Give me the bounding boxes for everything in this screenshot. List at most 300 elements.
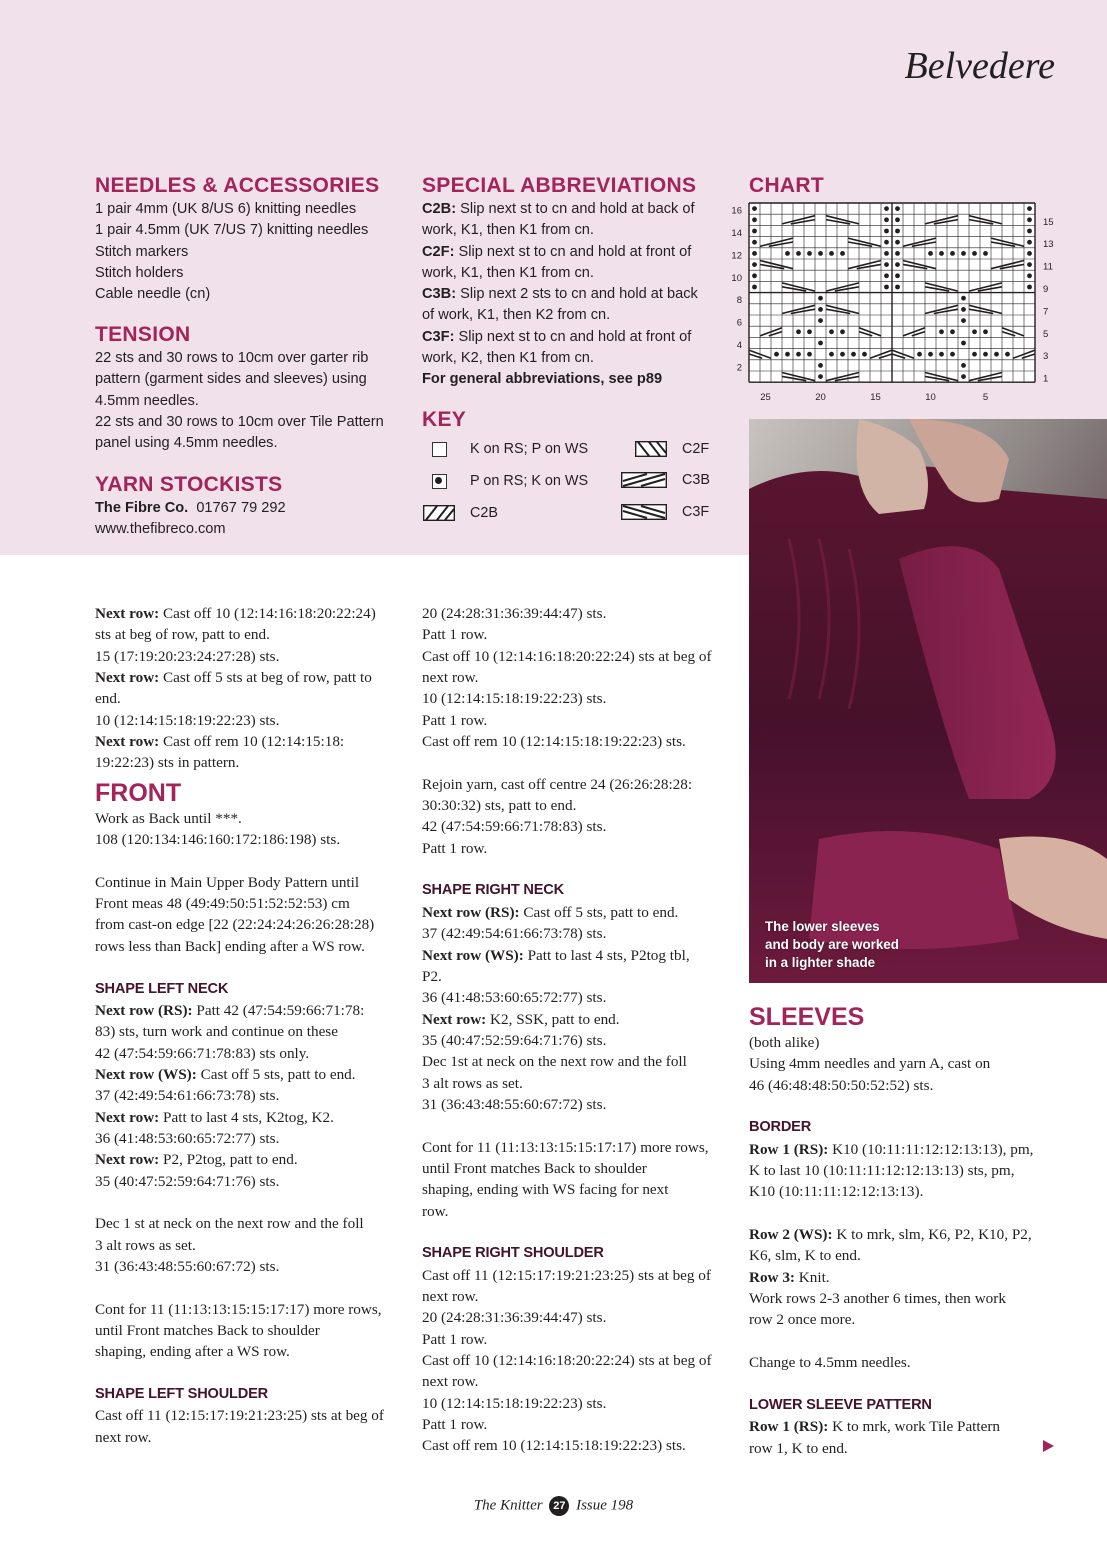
chart-row-label: 1 <box>1043 373 1049 385</box>
line-text: Patt 42 (47:54:59:66:71:78: <box>192 1001 365 1019</box>
c3f-symbol-icon <box>620 503 668 521</box>
line-text: Cast off 5 sts, patt to end. <box>196 1065 356 1083</box>
key-item-p-rs <box>422 472 588 490</box>
line-text: Cast off rem 10 (12:14:15:18: <box>159 733 345 751</box>
line-text: K to mrk, slm, K6, P2, K10, P2, <box>832 1226 1032 1244</box>
chart-purl-dot <box>895 206 900 211</box>
abbreviation-term: C2B: <box>422 201 457 217</box>
bold-label: Row 3: <box>749 1268 795 1286</box>
chart-purl-dot <box>895 229 900 234</box>
chart-purl-dot <box>961 251 966 256</box>
chart-purl-dot <box>752 262 757 267</box>
key-item-c2f <box>634 440 709 458</box>
line-text: P2, P2tog, patt to end. <box>159 1151 298 1169</box>
bold-label: Next row (WS): <box>95 1065 197 1083</box>
abbreviation-def: Slip next 2 sts to cn and hold at back <box>456 286 698 303</box>
chart-purl-dot <box>961 318 966 323</box>
shape-left-neck-heading: SHAPE LEFT NECK <box>95 980 229 997</box>
line-text: 42 (47:54:59:66:71:78:83) sts only. <box>95 1044 310 1062</box>
text-line: Patt 1 row. <box>422 1416 488 1434</box>
text-line: Cable needle (cn) <box>95 286 211 303</box>
chart-purl-dot <box>961 307 966 312</box>
line-text: 36 (41:48:53:60:65:72:77) sts. <box>422 989 607 1007</box>
chart-purl-dot <box>829 251 834 256</box>
text-line: Cast off 10 (12:14:16:18:20:22:24) sts at beg of <box>422 1352 712 1370</box>
left-cont-text <box>95 1299 415 1363</box>
text-line <box>95 667 415 688</box>
chart-purl-dot <box>1005 352 1010 357</box>
text-line: Cast off rem 10 (12:14:15:18:19:22:23) sts. <box>422 1437 686 1455</box>
text-line: rows less than Back] ending after a WS row. <box>95 937 365 955</box>
bold-label: Next row: <box>95 733 160 751</box>
text-line: (both alike) <box>749 1034 820 1051</box>
key-label: K on RS; P on WS <box>470 441 589 457</box>
change-needles-text: Change to 4.5mm needles. <box>749 1354 911 1372</box>
chart-purl-dot <box>884 217 889 222</box>
chart-row-label: 5 <box>1043 328 1049 340</box>
key-item-k-rs <box>422 440 588 458</box>
text-line: 10 (12:14:15:18:19:22:23) sts. <box>422 690 607 708</box>
chart-purl-dot <box>818 341 823 346</box>
abbreviations-heading: SPECIAL ABBREVIATIONS <box>422 174 697 197</box>
chart-purl-dot <box>961 296 966 301</box>
dot-square-icon <box>422 472 456 490</box>
chart-row-label: 12 <box>731 250 742 262</box>
text-line <box>95 1128 415 1149</box>
line-text: Dec 1st at neck on the next row and the foll <box>422 1053 687 1071</box>
text-line <box>422 987 742 1008</box>
page-number: 27 <box>549 1496 569 1516</box>
key-label: C2B <box>470 505 498 521</box>
chart-purl-dot <box>972 329 977 334</box>
text-line: 1 pair 4mm (UK 8/US 6) knitting needles <box>95 201 357 217</box>
text-line <box>95 1107 415 1128</box>
stockist-company: The Fibre Co. <box>95 500 189 516</box>
chart-purl-dot <box>796 352 801 357</box>
chart-purl-dot <box>807 352 812 357</box>
chart-heading: CHART <box>749 174 824 197</box>
text-line: Cast off 10 (12:14:16:18:20:22:24) sts at beg of <box>422 647 712 665</box>
front-continue <box>95 872 415 957</box>
needles-list <box>95 199 405 305</box>
chart-purl-dot <box>1027 217 1032 222</box>
line-text: Patt to last 4 sts, P2tog tbl, <box>523 946 690 964</box>
chart-grid <box>728 198 1068 408</box>
stockists-heading: YARN STOCKISTS <box>95 473 283 496</box>
model-photo <box>749 419 1107 983</box>
bold-label: Next row: <box>95 1151 160 1169</box>
stockist-phone: 01767 79 292 <box>196 500 286 516</box>
chart-purl-dot <box>884 229 889 234</box>
footer-magazine: The Knitter <box>473 1497 543 1514</box>
chart-row-label: 14 <box>731 228 742 240</box>
stockists-section <box>95 472 405 541</box>
chart-purl-dot <box>928 251 933 256</box>
chart-purl-dot <box>961 341 966 346</box>
line-text: K to mrk, work Tile Pattern <box>828 1418 1001 1436</box>
empty-square-icon <box>422 440 456 458</box>
chart-purl-dot <box>972 352 977 357</box>
text-line: Dec 1 st at neck on the next row and the foll <box>95 1215 364 1233</box>
shape-right-neck-heading: SHAPE RIGHT NECK <box>422 882 564 899</box>
chart-purl-dot <box>796 251 801 256</box>
text-line: Cast off rem 10 (12:14:15:18:19:22:23) sts. <box>422 733 686 751</box>
line-text: 83) sts, turn work and continue on these <box>95 1023 338 1041</box>
text-line <box>95 1064 415 1085</box>
chart-purl-dot <box>1027 240 1032 245</box>
photo-caption <box>765 918 899 972</box>
text-line: 3 alt rows as set. <box>95 1236 196 1254</box>
chart-row-label: 15 <box>1043 216 1054 228</box>
text-line <box>422 1094 742 1115</box>
chart-purl-dot <box>950 329 955 334</box>
front-heading: FRONT <box>95 778 182 807</box>
lower-sleeve-pattern-heading: LOWER SLEEVE PATTERN <box>749 1396 932 1413</box>
page-footer <box>0 1496 1107 1516</box>
chart-purl-dot <box>785 251 790 256</box>
chart-purl-dot <box>774 352 779 357</box>
key-item-c3f <box>620 503 709 521</box>
chart-purl-dot <box>961 374 966 379</box>
chart-purl-dot <box>895 273 900 278</box>
chart-row-label: 13 <box>1043 239 1054 251</box>
chart-purl-dot <box>895 285 900 290</box>
chart-purl-dot <box>895 217 900 222</box>
text-line: 46 (46:48:48:50:50:52:52) sts. <box>749 1076 934 1094</box>
line-text: 3 alt rows as set. <box>422 1074 523 1092</box>
text-line <box>422 945 742 966</box>
chart-purl-dot <box>840 352 845 357</box>
text-line: Cast off 11 (12:15:17:19:21:23:25) sts at beg of <box>422 1266 711 1284</box>
bold-label: Next row: <box>422 1010 487 1028</box>
chart-purl-dot <box>1027 273 1032 278</box>
chart-row-label: 16 <box>731 205 742 217</box>
text-line: and body are worked <box>765 937 899 952</box>
text-line <box>749 1309 1069 1330</box>
text-line: 4.5mm needles. <box>95 392 199 409</box>
line-text: Knit. <box>794 1268 830 1286</box>
chart-purl-dot <box>983 329 988 334</box>
line-text: 19:22:23) sts in pattern. <box>95 754 240 772</box>
text-line: until Front matches Back to shoulder <box>95 1322 320 1339</box>
text-line <box>749 1245 1069 1266</box>
general-abbreviations-note: For general abbreviations, see p89 <box>422 371 663 388</box>
key-legend <box>422 438 742 538</box>
line-text: 35 (40:47:52:59:64:71:76) sts. <box>95 1172 280 1190</box>
text-line <box>95 1171 415 1192</box>
text-line: in a lighter shade <box>765 955 876 970</box>
key-item-c2b <box>422 504 498 522</box>
chart-purl-dot <box>862 352 867 357</box>
chart-purl-dot <box>884 251 889 256</box>
text-line <box>749 1267 1069 1288</box>
bold-label: Next row (RS): <box>422 903 520 921</box>
abbreviations-section <box>422 173 732 391</box>
text-line <box>749 1160 1069 1181</box>
text-line <box>422 1009 742 1030</box>
chart-purl-dot <box>752 240 757 245</box>
text-line: shaping, ending after a WS row. <box>95 1343 290 1361</box>
text-line: 22 sts and 30 rows to 10cm over Tile Pattern <box>95 413 384 430</box>
chart-purl-dot <box>840 251 845 256</box>
bold-label: Row 2 (WS): <box>749 1226 833 1244</box>
text-line <box>95 1043 415 1064</box>
line-text: row 1, K to end. <box>749 1439 848 1457</box>
text-line <box>95 710 415 731</box>
chart-purl-dot <box>818 251 823 256</box>
text-line <box>749 1224 1069 1245</box>
chart-purl-dot <box>939 329 944 334</box>
chart-heading-wrap <box>749 173 824 199</box>
text-line: pattern (garment sides and sleeves) using <box>95 371 367 388</box>
text-line: next row. <box>422 1288 479 1305</box>
text-line <box>749 1139 1069 1160</box>
text-line: 31 (36:43:48:55:60:67:72) sts. <box>95 1257 280 1275</box>
text-line: next row. <box>95 1428 152 1446</box>
line-text: K6, slm, K to end. <box>749 1247 861 1265</box>
text-line: Cont for 11 (11:13:13:15:15:17:17) more rows, <box>95 1300 382 1318</box>
line-text: Work rows 2-3 another 6 times, then work <box>749 1290 1006 1308</box>
abbreviation-item <box>422 242 732 263</box>
text-line <box>95 688 415 709</box>
text-line: 108 (120:134:146:160:172:186:198) sts. <box>95 831 341 849</box>
footer-issue: Issue 198 <box>576 1497 634 1514</box>
text-line: Cont for 11 (11:13:13:15:15:17:17) more rows, <box>422 1138 709 1156</box>
text-line: row. <box>422 1202 449 1220</box>
chart-purl-dot <box>752 285 757 290</box>
tension-text <box>95 348 405 454</box>
chart-row-label: 4 <box>736 340 742 352</box>
abbreviation-item <box>422 327 732 348</box>
text-line <box>422 1073 742 1094</box>
text-line: 20 (24:28:31:36:39:44:47) sts. <box>422 605 607 622</box>
text-line: Continue in Main Upper Body Pattern until <box>95 873 360 891</box>
chart-purl-dot <box>884 262 889 267</box>
text-line <box>95 1085 415 1106</box>
chart-purl-dot <box>1027 206 1032 211</box>
text-line: Patt 1 row. <box>422 839 488 857</box>
text-line <box>95 731 415 752</box>
stockist-web-link[interactable]: www.thefibreco.com <box>95 521 226 538</box>
line-text: row 2 once more. <box>749 1311 856 1329</box>
line-text: Cast off 5 sts, patt to end. <box>519 903 679 921</box>
back-shoulder-text <box>95 603 415 774</box>
chart-purl-dot <box>939 352 944 357</box>
line-text: Cast off 5 sts at beg of row, patt to <box>159 669 372 687</box>
text-line: panel using 4.5mm needles. <box>95 435 278 452</box>
text-line: Using 4mm needles and yarn A, cast on <box>749 1055 991 1073</box>
line-text: 10 (12:14:15:18:19:22:23) sts. <box>95 711 280 729</box>
text-line <box>95 752 415 773</box>
chart-purl-dot <box>807 251 812 256</box>
bold-label: Row 1 (RS): <box>749 1418 829 1436</box>
chart-stitch-label: 5 <box>982 392 989 404</box>
bold-label: Next row: <box>95 605 160 622</box>
continue-arrow-icon <box>1043 1440 1054 1452</box>
text-line: 10 (12:14:15:18:19:22:23) sts. <box>422 1394 607 1412</box>
text-line: 22 sts and 30 rows to 10cm over garter rib <box>95 350 369 366</box>
line-text: 15 (17:19:20:23:24:27:28) sts. <box>95 647 280 665</box>
chart-purl-dot <box>752 251 757 256</box>
chart-purl-dot <box>884 285 889 290</box>
text-line: next row. <box>422 669 479 687</box>
border-rows-text <box>749 1224 1069 1331</box>
text-line: Stitch holders <box>95 264 184 281</box>
shape-left-shoulder-heading: SHAPE LEFT SHOULDER <box>95 1386 268 1403</box>
line-text: K10 (10:11:11:12:12:13:13), pm, <box>828 1140 1034 1158</box>
key-label: P on RS; K on WS <box>470 473 589 489</box>
c2b-symbol-icon <box>422 504 456 522</box>
key-heading-wrap <box>422 407 466 433</box>
line-text: Cast off 10 (12:14:16:18:20:22:24) <box>159 605 376 622</box>
c3b-symbol-icon <box>620 471 668 489</box>
text-line <box>95 1021 415 1042</box>
chart-row-label: 2 <box>736 362 742 374</box>
chart-purl-dot <box>994 352 999 357</box>
chart-purl-dot <box>785 352 790 357</box>
chart-stitch-label: 10 <box>925 392 936 404</box>
shape-right-shoulder-text <box>422 1265 742 1457</box>
text-line: Patt 1 row. <box>422 711 488 729</box>
text-line: Stitch markers <box>95 243 189 260</box>
chart-purl-dot <box>884 240 889 245</box>
chart-row-label: 8 <box>736 295 742 307</box>
shape-right-neck-text <box>422 902 742 1115</box>
chart-stitch-label: 15 <box>870 392 881 404</box>
chart-purl-dot <box>983 352 988 357</box>
text-line: Patt 1 row. <box>422 626 488 644</box>
shape-left-neck-text <box>95 1000 415 1192</box>
needles-heading: NEEDLES & ACCESSORIES <box>95 174 380 197</box>
column-2 <box>422 603 742 1457</box>
abbreviation-def: Slip next st to cn and hold at back of <box>456 201 695 217</box>
tension-heading: TENSION <box>95 323 191 346</box>
text-line <box>95 624 415 645</box>
line-text: sts at beg of row, patt to end. <box>95 626 270 644</box>
text-line: 30:30:32) sts, patt to end. <box>422 797 577 815</box>
bold-label: Next row: <box>95 1108 160 1126</box>
abbreviation-def-cont: work, K2, then K1 from cn. <box>422 350 594 367</box>
chart-purl-dot <box>895 240 900 245</box>
chart-purl-dot <box>752 217 757 222</box>
text-line <box>95 1149 415 1170</box>
needles-section <box>95 173 405 305</box>
chart-purl-dot <box>752 206 757 211</box>
chart-purl-dot <box>818 296 823 301</box>
lower-sleeve-pattern-text <box>749 1416 1069 1459</box>
line-text: K to last 10 (10:11:11:12:12:13:13) sts, pm, <box>749 1162 1015 1180</box>
abbreviation-def-cont: of work, K1, then K2 from cn. <box>422 307 611 324</box>
text-line: Rejoin yarn, cast off centre 24 (26:26:28:28: <box>422 775 693 793</box>
pattern-title: Belvedere <box>904 45 1055 87</box>
shape-right-shoulder-heading: SHAPE RIGHT SHOULDER <box>422 1245 604 1262</box>
chart-purl-dot <box>796 329 801 334</box>
shape-left-shoulder-text <box>95 1405 415 1448</box>
text-line: The lower sleeves <box>765 919 880 934</box>
key-label: C3F <box>682 504 710 520</box>
chart-purl-dot <box>939 251 944 256</box>
chart-purl-dot <box>1027 285 1032 290</box>
chart-purl-dot <box>884 273 889 278</box>
text-line: Front meas 48 (49:49:50:51:52:52:53) cm <box>95 895 350 913</box>
chart-purl-dot <box>983 251 988 256</box>
line-text: 37 (42:49:54:61:66:73:78) sts. <box>422 925 607 943</box>
text-line <box>749 1288 1069 1309</box>
bold-label: Next row (RS): <box>95 1001 193 1019</box>
text-line: from cast-on edge [22 (22:24:24:26:26:28:28) <box>95 916 375 934</box>
abbreviation-term: C3F: <box>422 328 455 345</box>
chart-purl-dot <box>972 251 977 256</box>
chart-purl-dot <box>1027 251 1032 256</box>
key-label: C2F <box>682 441 710 457</box>
line-text: 35 (40:47:52:59:64:71:76) sts. <box>422 1031 607 1049</box>
stockists-company-line <box>95 498 405 519</box>
chart-purl-dot <box>840 329 845 334</box>
text-line <box>95 646 415 667</box>
chart-purl-dot <box>895 251 900 256</box>
text-line <box>749 1181 1069 1202</box>
abbreviations-list <box>422 199 732 369</box>
abbreviation-def: Slip next st to cn and hold at front of <box>454 328 692 345</box>
c2f-symbol-icon <box>634 440 668 458</box>
line-text: 37 (42:49:54:61:66:73:78) sts. <box>95 1087 280 1105</box>
tile-pattern-chart <box>728 198 1068 408</box>
chart-row-label: 9 <box>1043 284 1049 296</box>
chart-purl-dot <box>818 363 823 368</box>
chart-row-label: 11 <box>1043 261 1053 273</box>
sleeves-intro <box>749 1032 1069 1096</box>
key-item-c3b <box>620 471 710 489</box>
text-line <box>422 1030 742 1051</box>
abbreviation-term: C3B: <box>422 286 457 303</box>
chart-purl-dot <box>961 363 966 368</box>
text-line <box>95 1000 415 1021</box>
line-text: end. <box>95 690 121 708</box>
text-line <box>422 1051 742 1072</box>
text-line: shaping, ending with WS facing for next <box>422 1181 669 1199</box>
chart-purl-dot <box>752 229 757 234</box>
chart-purl-dot <box>807 329 812 334</box>
text-line <box>422 902 742 923</box>
chart-purl-dot <box>884 206 889 211</box>
text-line: Work as Back until ***. <box>95 809 242 827</box>
abbreviation-term: C2F: <box>422 243 455 260</box>
chart-stitch-label: 25 <box>760 392 771 404</box>
key-heading: KEY <box>422 408 467 431</box>
key-label: C3B <box>682 472 710 488</box>
chart-purl-dot <box>950 352 955 357</box>
right-cont-text <box>422 1137 742 1222</box>
bold-label: Next row (WS): <box>422 946 524 964</box>
text-line: until Front matches Back to shoulder <box>422 1159 647 1177</box>
chart-purl-dot <box>917 352 922 357</box>
text-line: 20 (24:28:31:36:39:44:47) sts. <box>422 1309 607 1327</box>
column-1 <box>95 603 415 1448</box>
chart-row-label: 7 <box>1043 306 1049 318</box>
chart-row-label: 10 <box>731 272 742 284</box>
chart-purl-dot <box>950 251 955 256</box>
chart-purl-dot <box>829 352 834 357</box>
abbreviation-item <box>422 284 732 305</box>
border-heading: BORDER <box>749 1119 812 1136</box>
text-line <box>749 1416 1069 1437</box>
abbreviation-item <box>422 199 732 220</box>
bold-label: Row 1 (RS): <box>749 1140 829 1158</box>
chart-purl-dot <box>818 374 823 379</box>
left-shoulder-cont-text <box>422 603 742 752</box>
chart-purl-dot <box>928 352 933 357</box>
sleeves-heading: SLEEVES <box>749 1003 865 1031</box>
